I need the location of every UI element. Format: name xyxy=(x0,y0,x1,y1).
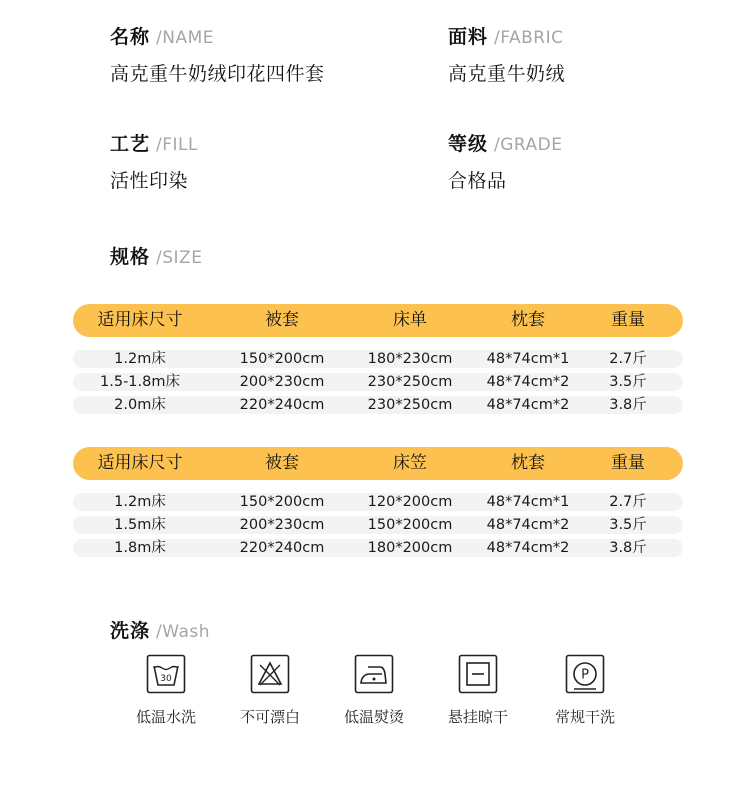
cell-weight: 3.5斤 xyxy=(609,517,647,533)
cell-pillowcase: 48*74cm*2 xyxy=(486,397,570,413)
cell-duvet: 150*200cm xyxy=(239,494,325,510)
header-weight: 重量 xyxy=(611,310,645,330)
cell-weight: 2.7斤 xyxy=(609,351,647,367)
header-sheet: 床单 xyxy=(393,310,427,330)
wash-caption: 低温水洗 xyxy=(135,708,196,726)
spec-craft xyxy=(110,129,198,193)
wash-icons xyxy=(0,654,750,734)
table-body xyxy=(73,350,683,414)
cell-bed-size: 1.5-1.8m床 xyxy=(100,374,180,390)
cell-bed-size: 1.5m床 xyxy=(114,517,166,533)
cell-weight: 3.5斤 xyxy=(609,374,647,390)
spec-size-en: /SIZE xyxy=(156,248,203,268)
wash-30-icon xyxy=(146,654,186,694)
dry-clean-letter: P xyxy=(581,667,589,683)
wash-caption: 不可漂白 xyxy=(239,708,300,726)
cell-fitted-sheet: 180*200cm xyxy=(367,540,453,556)
spec-fabric-label: 面料 xyxy=(448,26,489,48)
wash-item-no-bleach xyxy=(215,654,325,727)
table-row xyxy=(73,516,683,534)
dry-clean-p-icon xyxy=(565,654,605,694)
header-duvet: 被套 xyxy=(265,453,299,473)
table-header xyxy=(73,447,683,480)
cell-fitted-sheet: 150*200cm xyxy=(367,517,453,533)
wash-en: /Wash xyxy=(156,622,211,642)
spec-craft-value: 活性印染 xyxy=(110,170,189,192)
spec-craft-label: 工艺 xyxy=(110,133,151,155)
wash-caption: 悬挂晾干 xyxy=(447,708,508,726)
spec-name xyxy=(110,22,325,86)
line-dry-icon xyxy=(458,654,498,694)
wash-temp-text: 30 xyxy=(160,674,172,684)
cell-duvet: 200*230cm xyxy=(239,374,325,390)
cell-pillowcase: 48*74cm*2 xyxy=(486,517,570,533)
table-row xyxy=(73,373,683,391)
spec-size xyxy=(110,242,202,269)
cell-weight: 3.8斤 xyxy=(609,540,647,556)
no-bleach-icon xyxy=(250,654,290,694)
header-duvet: 被套 xyxy=(265,310,299,330)
table-body xyxy=(73,493,683,557)
spec-name-label: 名称 xyxy=(110,26,151,48)
cell-pillowcase: 48*74cm*1 xyxy=(486,494,570,510)
spec-fabric-en: /FABRIC xyxy=(494,28,564,48)
spec-name-en: /NAME xyxy=(156,28,214,48)
spec-grade-en: /GRADE xyxy=(494,135,563,155)
cell-pillowcase: 48*74cm*2 xyxy=(486,374,570,390)
cell-weight: 3.8斤 xyxy=(609,397,647,413)
size-table-sheet xyxy=(73,304,683,414)
spec-fabric-value: 高克重牛奶绒 xyxy=(448,63,566,85)
cell-bed-size: 1.8m床 xyxy=(114,540,166,556)
wash-item-dry-clean xyxy=(530,654,640,727)
wash-item-low-iron xyxy=(319,654,429,727)
table-row xyxy=(73,396,683,414)
spec-fabric xyxy=(448,22,565,86)
cell-pillowcase: 48*74cm*2 xyxy=(486,540,570,556)
cell-weight: 2.7斤 xyxy=(609,494,647,510)
cell-bed-size: 1.2m床 xyxy=(114,351,166,367)
table-row xyxy=(73,350,683,368)
cell-bed-size: 2.0m床 xyxy=(114,397,166,413)
wash-caption: 常规干洗 xyxy=(554,708,615,726)
wash-item-line-dry xyxy=(423,654,533,727)
spec-craft-en: /FILL xyxy=(156,135,198,155)
cell-fitted-sheet: 120*200cm xyxy=(367,494,453,510)
spec-grade-label: 等级 xyxy=(448,133,489,155)
spec-size-label: 规格 xyxy=(110,246,151,268)
spec-name-value: 高克重牛奶绒印花四件套 xyxy=(110,63,325,85)
wash-caption: 低温熨烫 xyxy=(343,708,404,726)
cell-duvet: 220*240cm xyxy=(239,540,325,556)
cell-sheet: 180*230cm xyxy=(367,351,453,367)
low-iron-icon xyxy=(354,654,394,694)
wash-item-low-temp xyxy=(111,654,221,727)
header-bed-size: 适用床尺寸 xyxy=(97,453,183,473)
header-pillowcase: 枕套 xyxy=(511,310,545,330)
wash-heading xyxy=(110,616,210,643)
table-row xyxy=(73,539,683,557)
header-bed-size: 适用床尺寸 xyxy=(97,310,183,330)
cell-duvet: 220*240cm xyxy=(239,397,325,413)
size-table-fitted xyxy=(73,447,683,557)
spec-grade xyxy=(448,129,563,193)
header-weight: 重量 xyxy=(611,453,645,473)
cell-sheet: 230*250cm xyxy=(367,374,453,390)
cell-duvet: 200*230cm xyxy=(239,517,325,533)
table-row xyxy=(73,493,683,511)
spec-grade-value: 合格品 xyxy=(448,170,507,192)
cell-duvet: 150*200cm xyxy=(239,351,325,367)
cell-pillowcase: 48*74cm*1 xyxy=(486,351,570,367)
header-fitted-sheet: 床笠 xyxy=(393,453,427,473)
table-header xyxy=(73,304,683,337)
cell-sheet: 230*250cm xyxy=(367,397,453,413)
wash-label: 洗涤 xyxy=(110,620,151,642)
cell-bed-size: 1.2m床 xyxy=(114,494,166,510)
header-pillowcase: 枕套 xyxy=(511,453,545,473)
